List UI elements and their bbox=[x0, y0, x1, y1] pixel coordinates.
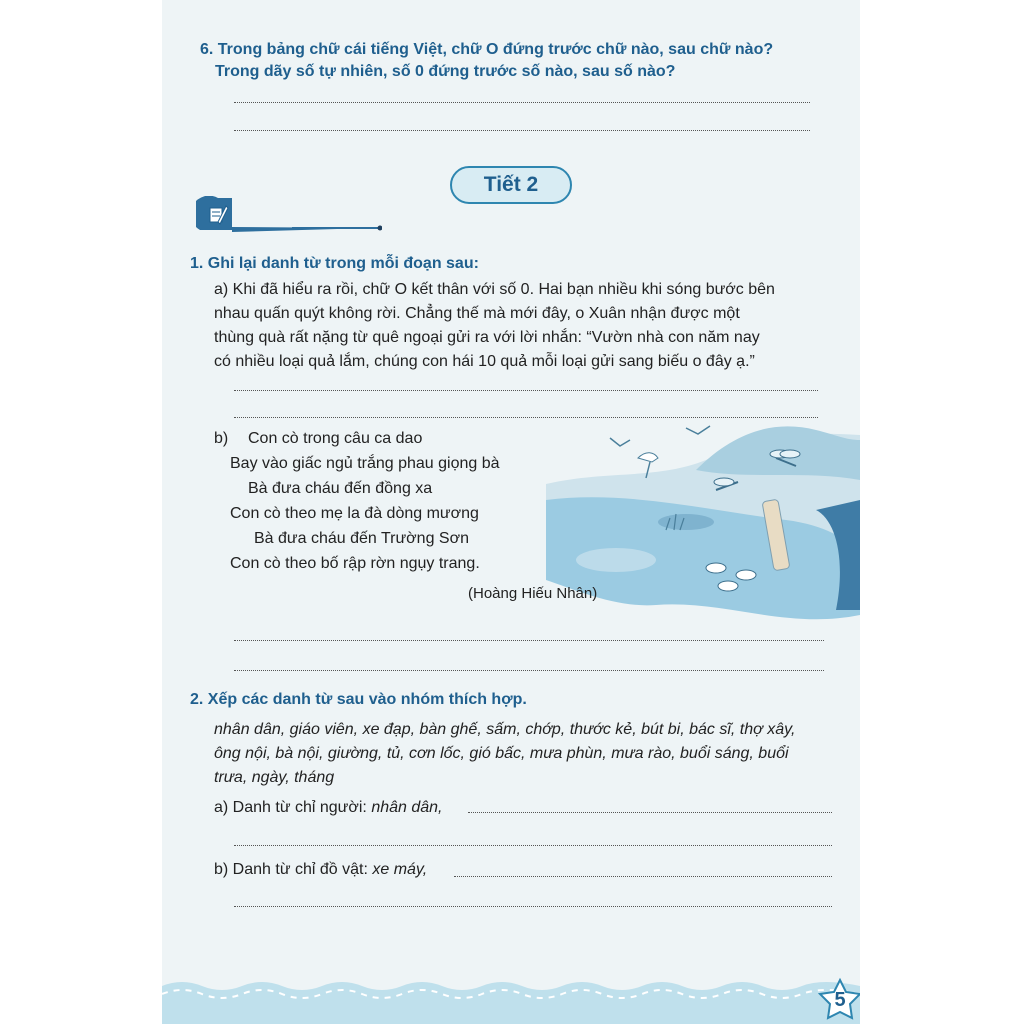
poem-line: Bà đưa cháu đến đồng xa bbox=[248, 480, 433, 497]
section-title-badge: Tiết 2 bbox=[450, 166, 572, 204]
ex2-b bbox=[214, 858, 427, 882]
answer-line[interactable] bbox=[234, 906, 832, 907]
poem-line: Bay vào giấc ngủ trắng phau giọng bà bbox=[230, 455, 500, 472]
ex1-title: 1. Ghi lại danh từ trong mỗi đoạn sau: bbox=[190, 255, 479, 272]
answer-line[interactable] bbox=[234, 640, 824, 641]
page-number: 5 bbox=[834, 988, 846, 1011]
pencil-notebook-icon bbox=[196, 196, 236, 232]
answer-line[interactable] bbox=[234, 130, 810, 131]
answer-line[interactable] bbox=[454, 876, 832, 877]
ex2-words-line1: nhân dân, giáo viên, xe đạp, bàn ghế, sấm, chớp, thước kẻ, bút bi, bác sĩ, thợ xây, bbox=[214, 721, 796, 738]
ex1-b-label: b) bbox=[214, 430, 229, 447]
ex2-b-example: xe máy, bbox=[372, 861, 428, 878]
ex1-a-line2: nhau quấn quýt không rời. Chẳng thế mà mới đây, o Xuân nhận được một bbox=[214, 305, 740, 322]
ex2-b-label: b) Danh từ chỉ đồ vật: bbox=[214, 861, 373, 878]
ex2-a-label: a) Danh từ chỉ người: bbox=[214, 799, 372, 816]
q6-line2: Trong dãy số tự nhiên, số 0 đứng trước số nào, sau số nào? bbox=[215, 63, 676, 80]
ex2-words-line3: trưa, ngày, tháng bbox=[214, 769, 335, 786]
answer-line[interactable] bbox=[234, 845, 832, 846]
workbook-page bbox=[162, 0, 860, 1024]
answer-line[interactable] bbox=[234, 390, 818, 391]
ex1-a-line1: a) Khi đã hiểu ra rồi, chữ O kết thân với số 0. Hai bạn nhiều khi sóng bước bên bbox=[214, 281, 775, 298]
poem-line: Con cò trong câu ca dao bbox=[248, 430, 423, 447]
ex2-words-line2: ông nội, bà nội, giường, tủ, cơn lốc, gió bấc, mưa phùn, mưa rào, buổi sáng, buổi bbox=[214, 745, 789, 762]
ex2-a-example: nhân dân, bbox=[371, 799, 443, 816]
q6-line1: 6. Trong bảng chữ cái tiếng Việt, chữ O đứng trước chữ nào, sau chữ nào? bbox=[200, 41, 774, 58]
ex2-title: 2. Xếp các danh từ sau vào nhóm thích hợp. bbox=[190, 691, 527, 708]
section-divider bbox=[232, 220, 382, 228]
poem-line: Con cò theo mẹ la đà dòng mương bbox=[230, 505, 479, 522]
footer-wave bbox=[162, 972, 860, 1024]
ex1-a-line3: thùng quà rất nặng từ quê ngoại gửi ra với lời nhắn: “Vườn nhà con năm nay bbox=[214, 329, 760, 346]
poem-author: (Hoàng Hiếu Nhân) bbox=[468, 585, 598, 602]
answer-line[interactable] bbox=[468, 812, 832, 813]
ex1-a-line4: có nhiều loại quả lắm, chúng con hái 10 quả mỗi loại gửi sang biếu o đây ạ.” bbox=[214, 353, 755, 370]
poem-line: Con cò theo bố rập rờn ngụy trang. bbox=[230, 555, 480, 572]
poem-line: Bà đưa cháu đến Trường Sơn bbox=[254, 530, 469, 547]
answer-line[interactable] bbox=[234, 102, 810, 103]
ex2-a bbox=[214, 796, 443, 820]
answer-line[interactable] bbox=[234, 670, 824, 671]
